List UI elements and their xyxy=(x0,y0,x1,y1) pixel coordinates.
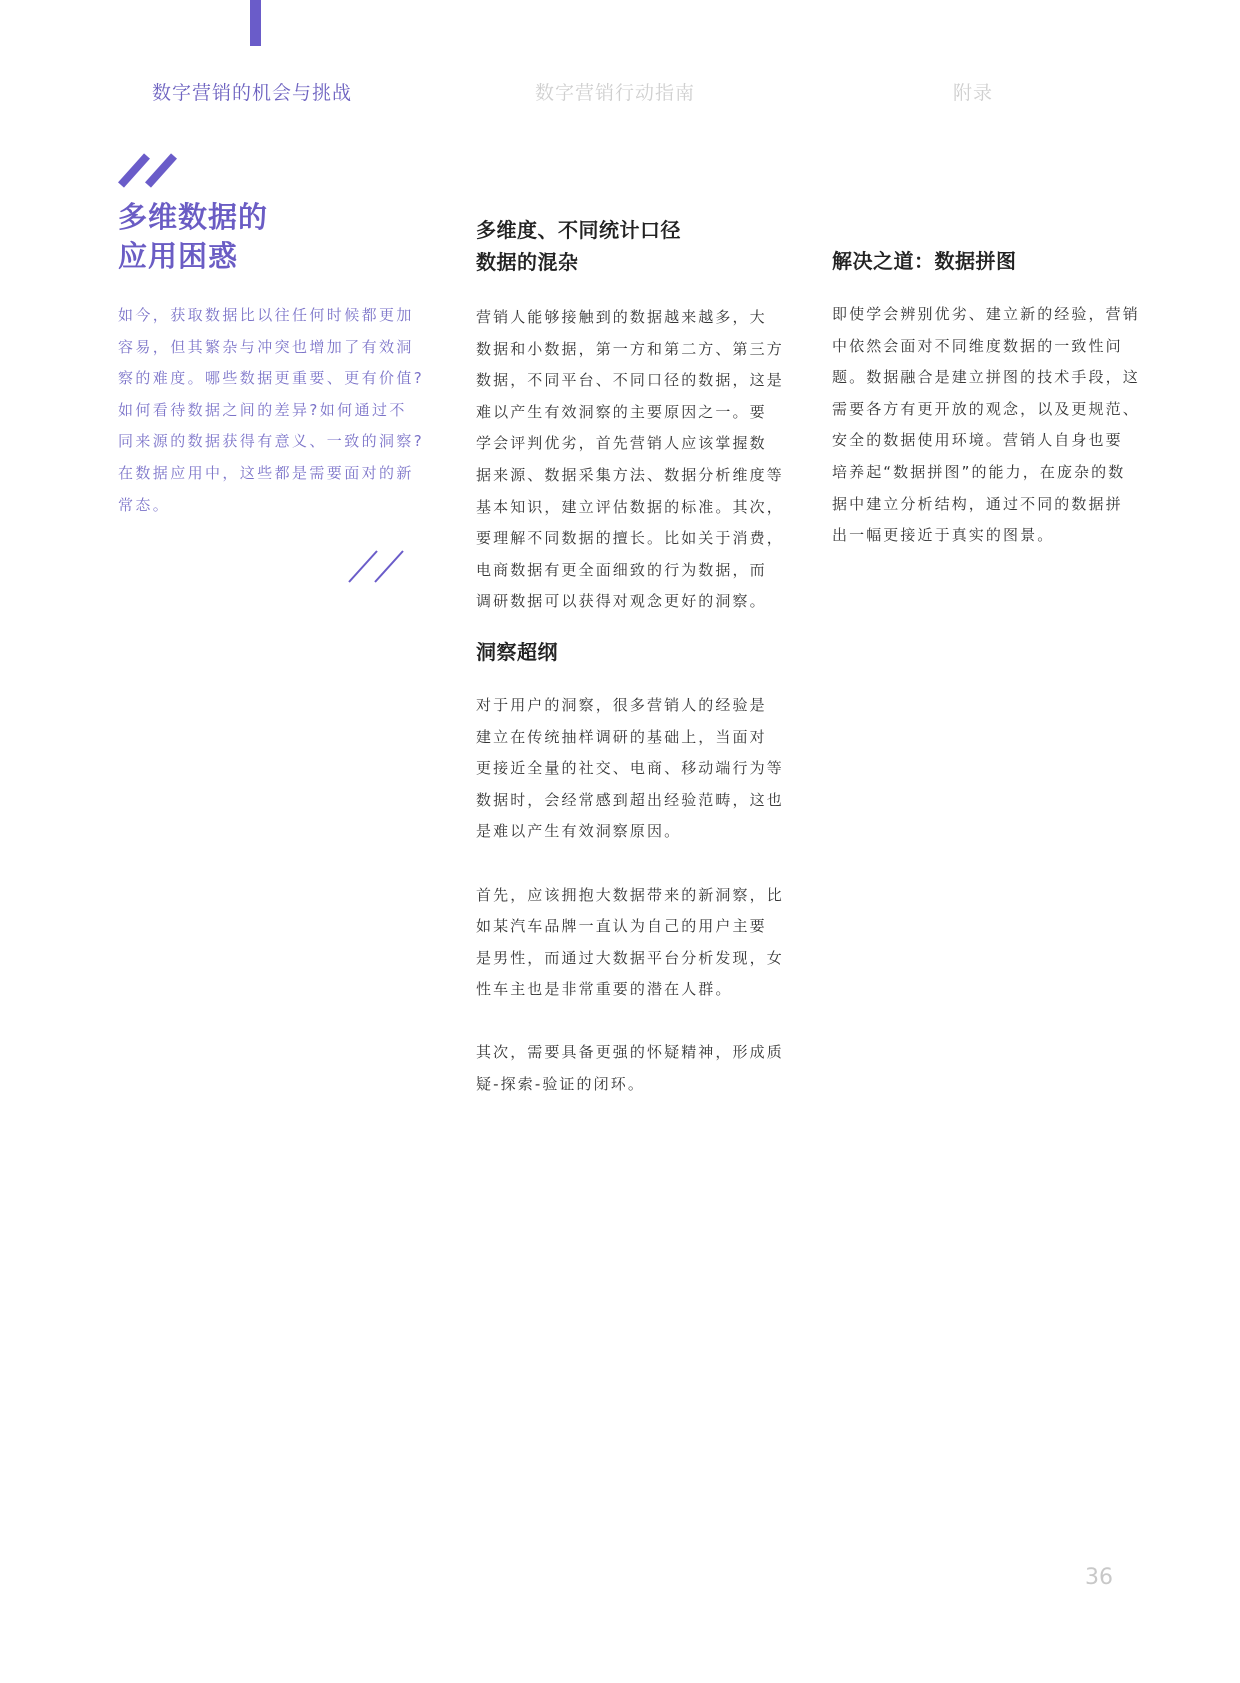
text-line: 容易，但其繁杂与冲突也增加了有效洞 xyxy=(118,337,414,356)
text-line: 疑-探索-验证的闭环。 xyxy=(476,1075,645,1094)
section-title xyxy=(118,198,268,276)
text-line: 据来源、数据采集方法、数据分析维度等 xyxy=(476,465,784,484)
paragraph-data-mix xyxy=(476,302,784,618)
heading-data-mix xyxy=(476,214,784,278)
text-line: 同来源的数据获得有意义、一致的洞察? xyxy=(118,432,425,451)
double-slash-icon xyxy=(116,148,182,190)
heading-insight: 洞察超纲 xyxy=(476,639,558,664)
text-line: 在数据应用中，这些都是需要面对的新 xyxy=(118,463,414,482)
title-line: 多维数据的 xyxy=(118,200,269,234)
intro-paragraph xyxy=(118,300,424,521)
section-marker-bar xyxy=(250,0,261,46)
text-line: 更接近全量的社交、电商、移动端行为等 xyxy=(476,759,784,778)
heading-solution: 解决之道：数据拼图 xyxy=(832,249,1017,273)
page-number: 36 xyxy=(1085,1565,1113,1590)
nav-tab-action-guide[interactable]: 数字营销行动指南 xyxy=(535,82,696,104)
text-line: 数据和小数据，第一方和第二方、第三方 xyxy=(476,339,784,358)
nav-tab-appendix[interactable]: 附录 xyxy=(953,82,994,104)
text-line: 数据时，会经常感到超出经验范畴，这也 xyxy=(476,790,784,809)
text-line: 据中建立分析结构，通过不同的数据拼 xyxy=(832,494,1123,513)
text-line: 需要各方有更开放的观念，以及更规范、 xyxy=(832,399,1140,418)
text-line: 题。数据融合是建立拼图的技术手段，这 xyxy=(832,368,1140,387)
middle-column xyxy=(476,214,784,1101)
text-line: 如某汽车品牌一直认为自己的用户主要 xyxy=(476,917,767,936)
paragraph-insight xyxy=(476,690,784,1101)
thin-double-slash-icon xyxy=(346,546,408,586)
text-line: 即使学会辨别优劣、建立新的经验，营销 xyxy=(832,305,1140,323)
text-line: 营销人能够接触到的数据越来越多，大 xyxy=(476,308,767,326)
text-line: 学会评判优劣，首先营销人应该掌握数 xyxy=(476,434,767,453)
text-line: 难以产生有效洞察的主要原因之一。要 xyxy=(476,402,767,421)
text-line: 数据，不同平台、不同口径的数据，这是 xyxy=(476,371,784,390)
paragraph-solution xyxy=(832,299,1140,552)
title-line: 应用困惑 xyxy=(118,239,239,273)
text-line: 建立在传统抽样调研的基础上，当面对 xyxy=(476,727,767,746)
text-line: 是男性，而通过大数据平台分析发现，女 xyxy=(476,948,784,967)
text-line: 首先，应该拥抱大数据带来的新洞察，比 xyxy=(476,885,784,904)
text-line: 要理解不同数据的擅长。比如关于消费， xyxy=(476,529,784,548)
text-line: 出一幅更接近于真实的图景。 xyxy=(832,526,1055,545)
text-line: 如何看待数据之间的差异?如何通过不 xyxy=(118,400,407,419)
heading-line: 数据的混杂 xyxy=(476,250,579,274)
nav-tab-opportunities[interactable]: 数字营销的机会与挑战 xyxy=(152,82,353,104)
text-line: 其次，需要具备更强的怀疑精神，形成质 xyxy=(476,1043,784,1062)
text-line: 基本知识，建立评估数据的标准。其次， xyxy=(476,497,784,516)
text-line: 电商数据有更全面细致的行为数据，而 xyxy=(476,560,767,579)
text-line: 是难以产生有效洞察原因。 xyxy=(476,822,682,841)
text-line: 培养起“数据拼图”的能力，在庞杂的数 xyxy=(832,462,1126,481)
text-line: 察的难度。哪些数据更重要、更有价值? xyxy=(118,369,425,388)
text-line: 中依然会面对不同维度数据的一致性问 xyxy=(832,336,1123,355)
text-line: 安全的数据使用环境。营销人自身也要 xyxy=(832,431,1123,450)
text-line: 对于用户的洞察，很多营销人的经验是 xyxy=(476,695,767,714)
text-line: 如今，获取数据比以往任何时候都更加 xyxy=(118,306,414,324)
text-line: 调研数据可以获得对观念更好的洞察。 xyxy=(476,592,767,611)
right-column xyxy=(832,245,1140,552)
text-line: 性车主也是非常重要的潜在人群。 xyxy=(476,980,733,999)
heading-line: 多维度、不同统计口径 xyxy=(476,218,681,242)
text-line: 常态。 xyxy=(118,495,171,514)
